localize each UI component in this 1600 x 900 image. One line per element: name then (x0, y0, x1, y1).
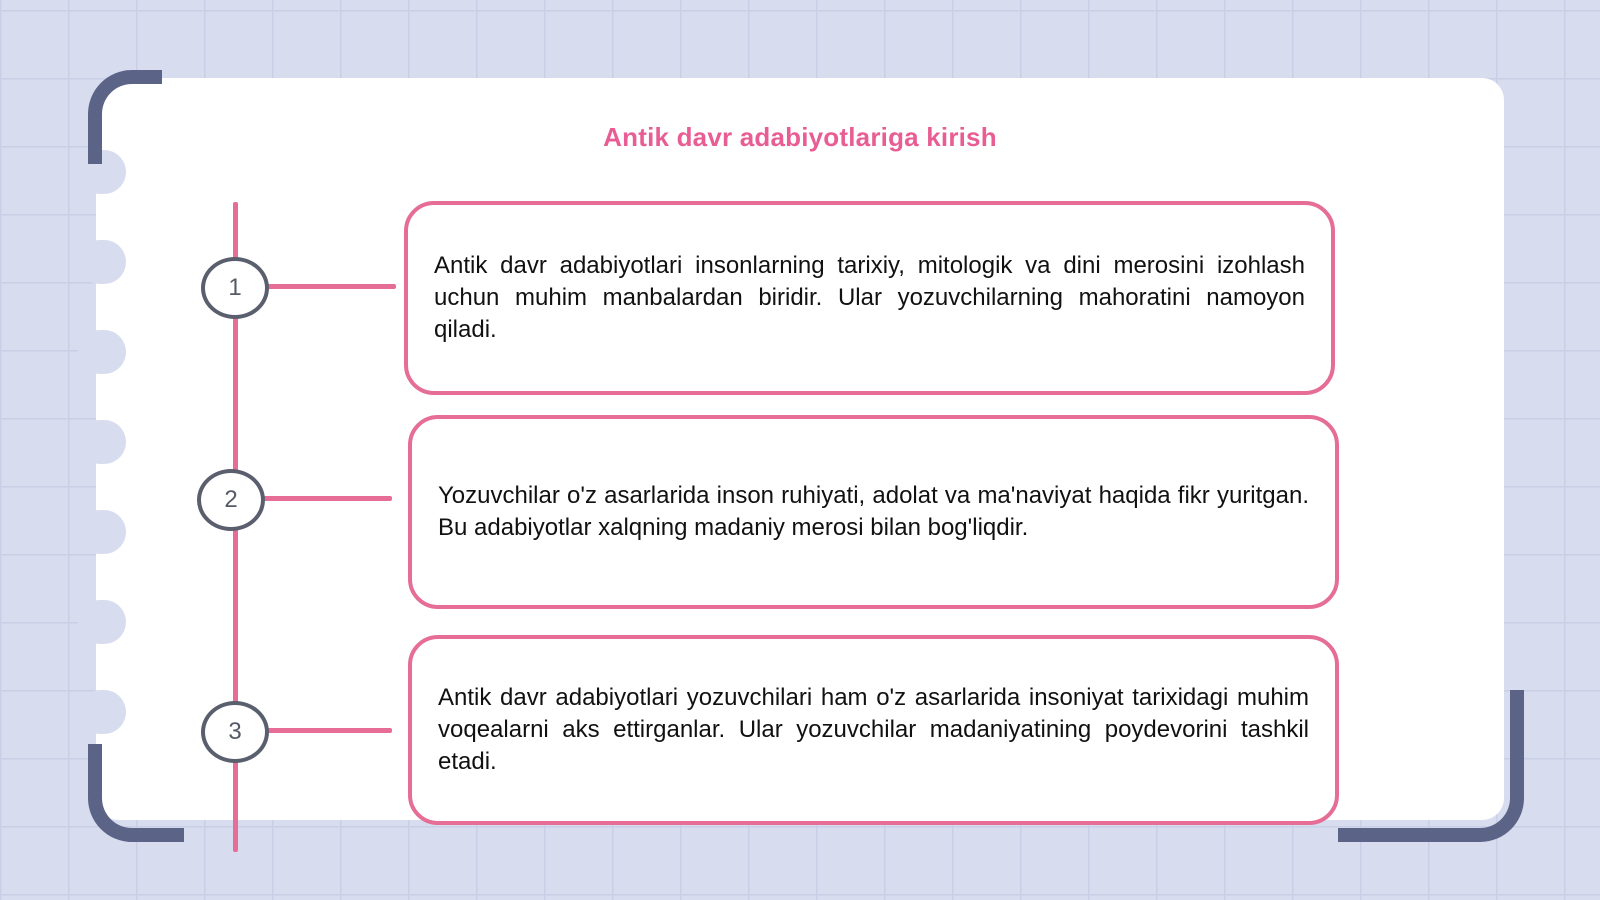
card-edge-notch (78, 690, 126, 734)
step-1-text: Antik davr adabiyotlari insonlarning tarixiy, mitologik va dini merosini izohlash uchun muhim manbalardan biridir. Ular yozuvchilarning mahoratini namoyon qiladi. (434, 252, 1305, 343)
corner-bracket-bottom-right (1338, 690, 1524, 842)
slide-title: Antik davr adabiyotlariga kirish (603, 122, 997, 152)
step-1-box (404, 201, 1335, 395)
step-3-number: 3 (201, 701, 269, 763)
step-2-number: 2 (197, 469, 265, 531)
step-3-text: Antik davr adabiyotlari yozuvchilari ham o'z asarlarida insoniyat tarixidagi muhim voqealarni aks ettirganlar. Ular yozuvchilar madaniyatining poydevorini tashkil etadi. (438, 684, 1309, 775)
step-2-text: Yozuvchilar o'z asarlarida inson ruhiyati, adolat va ma'naviyat haqida fikr yuritgan. Bu adabiyotlar xalqning madaniy merosi bilan bog'liqdir. (438, 482, 1309, 541)
card-edge-notch (78, 240, 126, 284)
step-3-box (408, 635, 1339, 825)
step-1-number: 1 (201, 257, 269, 319)
step-2-connector (262, 496, 392, 501)
card-edge-notch (78, 510, 126, 554)
step-3-connector (266, 728, 392, 733)
corner-bracket-bottom-left (88, 744, 184, 842)
card-edge-notch (78, 330, 126, 374)
card-edge-notch (78, 600, 126, 644)
step-2-box (408, 415, 1339, 609)
step-1-connector (266, 284, 396, 289)
card-edge-notch (78, 420, 126, 464)
